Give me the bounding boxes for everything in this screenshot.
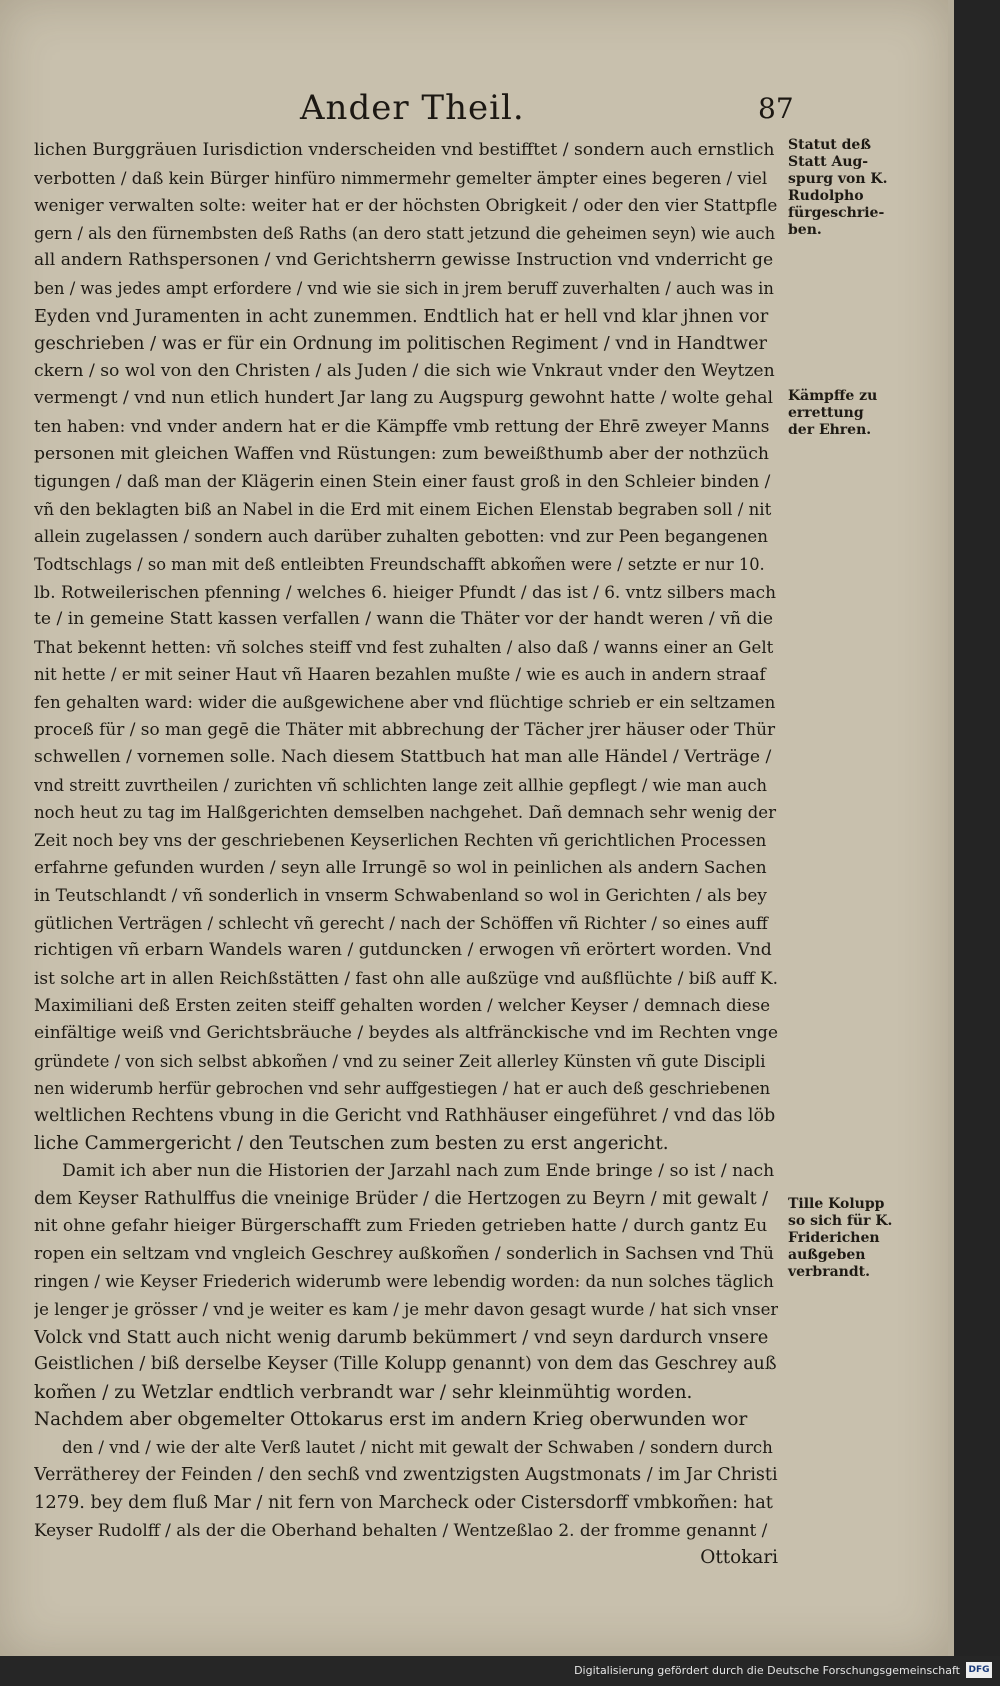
margin-note-line: fürgeschrie- xyxy=(788,205,885,221)
text-line: einfältige weiß vnd Gerichtsbräuche / beydes als altfränckische vnd im Rechten vnge xyxy=(34,1023,778,1043)
margin-note-line: spurg von K. xyxy=(788,171,888,187)
text-line: fen gehalten ward: wider die außgewichene aber vnd flüchtige schrieb er ein seltzamen xyxy=(34,692,776,712)
margin-note-line: Tille Kolupp xyxy=(788,1196,885,1212)
text-line: Ottokari xyxy=(700,1547,778,1569)
text-line: gütlichen Verträgen / schlecht vñ gerecht / nach der Schöffen vñ Richter / so eines auff xyxy=(34,913,768,933)
text-line: gründete / von sich selbst abkom̃en / vnd zu seiner Zeit allerley Künsten vñ gute Discipli xyxy=(34,1051,766,1071)
body-text xyxy=(34,137,778,1572)
page-edge xyxy=(948,0,954,1656)
text-line: ringen / wie Keyser Friederich widerumb were lebendig worden: da nun solches täglich xyxy=(34,1272,774,1292)
margin-note-line: ben. xyxy=(788,222,822,238)
text-line: proceß für / so man gegē die Thäter mit abbrechung der Tächer jrer häuser oder Thür xyxy=(34,719,776,740)
text-line: vermengt / vnd nun etlich hundert Jar lang zu Augspurg gewohnt hatte / wolte gehal xyxy=(34,388,773,409)
text-line: ist solche art in allen Reichßstätten / fast ohn alle außzüge vnd außflüchte / biß auff K. xyxy=(34,967,778,988)
page-number: 87 xyxy=(758,92,794,125)
margin-note-line: Friderichen xyxy=(788,1230,880,1246)
margin-note-line: Rudolpho xyxy=(788,188,864,204)
text-line: Keyser Rudolff / als der die Oberhand behalten / Wentzeßlao 2. der fromme genannt / xyxy=(34,1519,768,1540)
text-line: verbotten / daß kein Bürger hinfüro nimmermehr gemelter ämpter eines begeren / viel xyxy=(34,168,768,188)
text-line: ben / was jedes ampt erfordere / vnd wie sie sich in jrem beruff zuverhalten / auch was in xyxy=(34,278,774,298)
text-line: in Teutschlandt / vñ sonderlich in vnserm Schwabenland so wol in Gerichten / als bey xyxy=(34,885,767,906)
text-line: schwellen / vornemen solle. Nach diesem Stattbuch hat man alle Händel / Verträge / xyxy=(34,747,772,768)
margin-note-line: verbrandt. xyxy=(788,1264,870,1280)
margin-note-line: Statut deß xyxy=(788,137,871,153)
text-line: ten haben: vnd vnder andern hat er die Kämpffe vmb rettung der Ehrē zweyer Manns xyxy=(34,415,770,436)
text-line: Geistlichen / biß derselbe Keyser (Tille Kolupp genannt) von dem das Geschrey auß xyxy=(34,1354,777,1375)
text-line: personen mit gleichen Waffen vnd Rüstungen: zum beweißthumb aber der nothzüch xyxy=(34,443,769,464)
text-line: ckern / so wol von den Christen / als Juden / die sich wie Vnkraut vnder den Weytzen xyxy=(34,360,775,381)
text-line: je lenger je grösser / vnd je weiter es kam / je mehr davon gesagt wurde / hat sich vnser xyxy=(34,1299,778,1319)
margin-note-line: Statt Aug- xyxy=(788,154,869,170)
text-line: richtigen vñ erbarn Wandels waren / gutduncken / erwogen vñ erörtert worden. Vnd xyxy=(34,940,772,961)
text-line: nen widerumb herfür gebrochen vnd sehr auffgestiegen / hat er auch deß geschriebenen xyxy=(34,1079,771,1099)
margin-note-tille-kolupp xyxy=(788,1196,938,1281)
margin-note-line: außgeben xyxy=(788,1247,866,1263)
text-line: Eyden vnd Juramenten in acht zunemmen. Endtlich hat er hell vnd klar jhnen vor xyxy=(34,305,769,327)
text-line: weltlichen Rechtens vbung in die Gericht vnd Rathhäuser eingeführet / vnd das löb xyxy=(34,1105,776,1126)
text-line: te / in gemeine Statt kassen verfallen / wann die Thäter vor der handt weren / vñ die xyxy=(34,609,774,630)
text-line: liche Cammergericht / den Teutschen zum besten zu erst angericht. xyxy=(34,1133,669,1155)
running-head: Ander Theil. xyxy=(300,88,525,128)
text-line: dem Keyser Rathulffus die vneinige Brüder / die Hertzogen zu Beyrn / mit gewalt / xyxy=(34,1188,769,1209)
text-line: Verrätherey der Feinden / den sechß vnd zwentzigsten Augstmonats / im Jar Christi xyxy=(34,1464,778,1485)
text-line: That bekennt hetten: vñ solches steiff vnd fest zuhalten / also daß / wanns einer an Gelt xyxy=(34,637,774,657)
text-line: vnd streitt zuvrtheilen / zurichten vñ schlichten lange zeit allhie gepflegt / wie man auch xyxy=(34,775,768,795)
footer-credit: Digitalisierung gefördert durch die Deutsche Forschungsgemeinschaft xyxy=(574,1664,960,1677)
text-line: vñ den beklagten biß an Nabel in die Erd mit einem Eichen Elenstab begraben soll / nit xyxy=(34,499,772,519)
text-line: nit ohne gefahr hieiger Bürgerschafft zum Frieden getrieben hatte / durch gantz Eu xyxy=(34,1216,768,1237)
text-line: weniger verwalten solte: weiter hat er der höchsten Obrigkeit / oder den vier Stattpfle xyxy=(34,195,778,216)
text-line: Volck vnd Statt auch nicht wenig darumb bekümmert / vnd seyn dardurch vnsere xyxy=(34,1326,769,1348)
text-line: Zeit noch bey vns der geschriebenen Keyserlichen Rechten vñ gerichtlichen Processen xyxy=(34,830,767,850)
margin-note-line: Kämpffe zu xyxy=(788,388,878,404)
text-line: lichen Burggräuen Iurisdiction vnderscheiden vnd bestifftet / sondern auch ernstlich xyxy=(34,140,775,160)
margin-note-statut xyxy=(788,137,938,239)
text-line: den / vnd / wie der alte Verß lautet / nicht mit gewalt der Schwaben / sondern durch xyxy=(62,1437,773,1457)
text-line: lb. Rotweilerischen pfenning / welches 6. hieiger Pfundt / das ist / 6. vntz silbers mach xyxy=(34,581,776,602)
margin-note-line: so sich für K. xyxy=(788,1213,893,1229)
text-line: all andern Rathspersonen / vnd Gerichtsherrn gewisse Instruction vnd vnderricht ge xyxy=(34,250,774,271)
margin-note-kaempffe xyxy=(788,388,938,439)
text-line: Nachdem aber obgemelter Ottokarus erst im andern Krieg oberwunden wor xyxy=(34,1409,748,1431)
dfg-logo: DFG xyxy=(966,1662,992,1678)
text-line: Damit ich aber nun die Historien der Jarzahl nach zum Ende bringe / so ist / nach xyxy=(62,1160,775,1181)
text-line: Todtschlags / so man mit deß entleibten Freundschafft abkom̃en were / setzte er nur 10. xyxy=(34,554,765,574)
text-line: geschrieben / was er für ein Ordnung im politischen Regiment / vnd in Handtwer xyxy=(34,333,767,355)
text-line: tigungen / daß man der Klägerin einen Stein einer faust groß in den Schleier binden / xyxy=(34,471,771,492)
text-line: gern / als den fürnembsten deß Raths (an dero statt jetzund die geheimen seyn) wie auch xyxy=(34,223,776,243)
text-line: erfahrne gefunden wurden / seyn alle Irrungē so wol in peinlichen als andern Sachen xyxy=(34,857,767,878)
footer-bar xyxy=(0,1656,1000,1686)
text-line: 1279. bey dem fluß Mar / nit fern von Marcheck oder Cistersdorff vmbkom̃en: hat xyxy=(34,1492,773,1514)
text-line: nit hette / er mit seiner Haut vñ Haaren bezahlen mußte / wie es auch in andern straaf xyxy=(34,665,766,685)
text-line: allein zugelassen / sondern auch darüber zuhalten gebotten: vnd zur Peen begangenen xyxy=(34,527,768,547)
margin-note-line: errettung xyxy=(788,405,864,421)
text-line: ropen ein seltzam vnd vngleich Geschrey außkom̃en / sonderlich in Sachsen vnd Thü xyxy=(34,1243,774,1264)
text-line: kom̃en / zu Wetzlar endtlich verbrandt war / sehr kleinmühtig worden. xyxy=(34,1381,693,1403)
margin-note-line: der Ehren. xyxy=(788,422,872,438)
text-line: noch heut zu tag im Halßgerichten demselben nachgehet. Dañ demnach sehr wenig der xyxy=(34,803,777,823)
text-line: Maximiliani deß Ersten zeiten steiff gehalten worden / welcher Keyser / demnach diese xyxy=(34,996,771,1016)
